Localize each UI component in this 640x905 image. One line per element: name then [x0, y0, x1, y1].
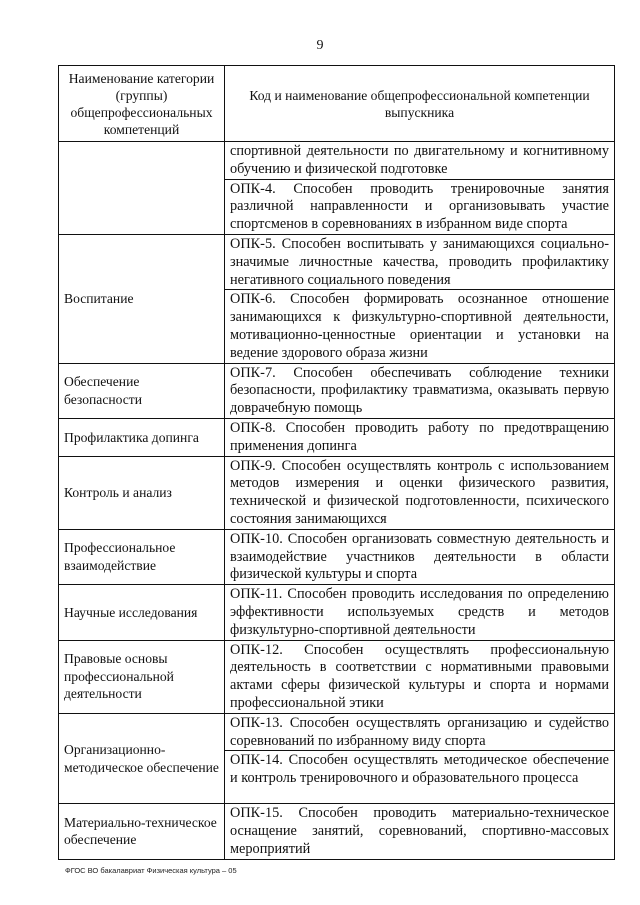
table-row	[59, 456, 615, 529]
category-cell: Воспитание	[59, 234, 225, 363]
header-code: Код и наименование общепрофессиональной компетенции выпускника	[225, 66, 615, 142]
category-cell: Контроль и анализ	[59, 456, 225, 529]
page-number: 9	[316, 38, 324, 53]
competency-cell: ОПК-10. Способен организовать совместную деятельность и взаимодействие участников деятельности в области физической культуры и спорта	[225, 529, 615, 584]
category-cell	[59, 142, 225, 235]
table-row	[59, 418, 615, 456]
competency-cell: ОПК-8. Способен проводить работу по предотвращению применения допинга	[225, 418, 615, 456]
table-row	[59, 804, 615, 859]
table-row	[59, 234, 615, 289]
table-row	[59, 713, 615, 751]
competency-cell: ОПК-9. Способен осуществлять контроль с использованием методов измерения и оценки физического развития, технической и физической подготовленности, психического состояния занимающихся	[225, 456, 615, 529]
category-cell: Организационно-методическое обеспечение	[59, 713, 225, 804]
competency-cell: ОПК-13. Способен осуществлять организацию и судейство соревнований по избранному виду спорта	[225, 713, 615, 751]
competency-cell: ОПК-4. Способен проводить тренировочные занятия различной направленности и организовывать участие спортсменов в соревнованиях в избранном виде спорта	[225, 179, 615, 234]
category-cell: Материально-техническое обеспечение	[59, 804, 225, 859]
table-row	[59, 585, 615, 640]
category-cell: Правовые основы профессиональной деятельности	[59, 640, 225, 713]
table-row	[59, 640, 615, 713]
category-cell: Научные исследования	[59, 585, 225, 640]
category-cell: Профессиональное взаимодействие	[59, 529, 225, 584]
table-header-row	[59, 66, 615, 142]
competencies-table	[58, 65, 615, 860]
competency-cell: ОПК-6. Способен формировать осознанное отношение занимающихся к физкультурно-спортивной деятельности, мотивационно-ценностные ориентации и установки на ведение здорового образа жизни	[225, 290, 615, 363]
competency-cell: ОПК-14. Способен осуществлять методическое обеспечение и контроль тренировочного и образовательного процесса	[225, 751, 615, 804]
header-category: Наименование категории (группы) общепрофессиональных компетенций	[59, 66, 225, 142]
page-footer: ФГОС ВО бакалавриат Физическая культура – 05	[65, 866, 237, 875]
competency-cell: спортивной деятельности по двигательному и когнитивному обучению и физической подготовке	[225, 142, 615, 180]
table-row	[59, 529, 615, 584]
competency-cell: ОПК-15. Способен проводить материально-техническое оснащение занятий, соревнований, спортивно-массовых мероприятий	[225, 804, 615, 859]
category-cell: Обеспечение безопасности	[59, 363, 225, 418]
category-cell: Профилактика допинга	[59, 418, 225, 456]
table-row	[59, 142, 615, 180]
competency-cell: ОПК-7. Способен обеспечивать соблюдение техники безопасности, профилактику травматизма, оказывать первую доврачебную помощь	[225, 363, 615, 418]
competency-cell: ОПК-11. Способен проводить исследования по определению эффективности используемых средств и методов физкультурно-спортивной деятельности	[225, 585, 615, 640]
competency-cell: ОПК-12. Способен осуществлять профессиональную деятельность в соответствии с нормативными правовыми актами сферы физической культуры и спорта и нормами профессиональной этики	[225, 640, 615, 713]
table-row	[59, 363, 615, 418]
competency-cell: ОПК-5. Способен воспитывать у занимающихся социально-значимые личностные качества, проводить профилактику негативного социального поведения	[225, 234, 615, 289]
